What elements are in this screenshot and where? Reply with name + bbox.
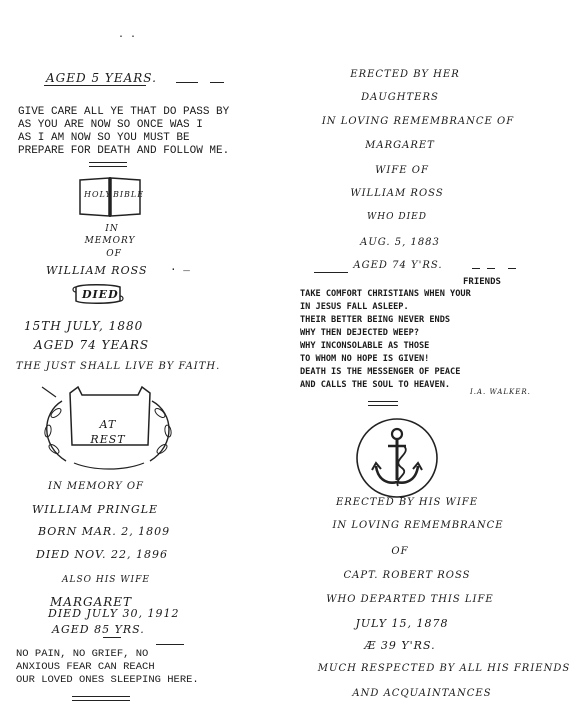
bible-bible-label: BIBLE	[113, 190, 145, 199]
verse-right-line-1: TAKE COMFORT CHRISTIANS WHEN YOUR	[300, 289, 471, 299]
died-date-2: DIED NOV. 22, 1896	[36, 548, 168, 561]
verse-right-line-8: AND CALLS THE SOUL TO HEAVEN.	[300, 380, 451, 390]
aged-dash-1	[176, 82, 198, 83]
verse-right-double-rule	[368, 401, 398, 406]
aged-five-years: AGED 5 YEARS.	[46, 71, 157, 85]
name1-dots: . _	[170, 262, 190, 274]
who-died: WHO DIED	[367, 212, 427, 222]
anchor-medallion	[354, 416, 440, 500]
daughters: DAUGHTERS	[361, 92, 439, 103]
author-signature: I.A. WALKER.	[470, 388, 531, 396]
verse-right-line-7: DEATH IS THE MESSENGER OF PEACE	[300, 367, 461, 377]
name-william-ross-2: WILLIAM ROSS	[350, 188, 444, 199]
in-loving-remembrance: IN LOVING REMEMBRANCE	[332, 520, 504, 531]
name-capt-robert-ross: CAPT. ROBERT ROSS	[343, 570, 471, 581]
who-departed: WHO DEPARTED THIS LIFE	[326, 594, 494, 605]
verse-right-line-3: THEIR BETTER BEING NEVER ENDS	[300, 315, 451, 325]
aged-85: AGED 85 YRS.	[52, 623, 145, 636]
verse2-bar	[156, 644, 184, 645]
aged-dash-2	[210, 82, 224, 83]
also-his-wife: ALSO HIS WIFE	[62, 575, 150, 585]
aged-85-underline	[103, 637, 121, 638]
aged-74-years: AGED 74 YEARS	[34, 338, 150, 352]
aged-74-left-rule	[314, 272, 348, 273]
verse1-line-3: AS I AM NOW SO YOU MUST BE	[18, 132, 190, 144]
erected-by-her: ERECTED BY HER	[350, 69, 460, 80]
much-respected: MUCH RESPECTED BY ALL HIS FRIENDS	[317, 663, 570, 674]
name-margaret-left: MARGARET	[50, 595, 133, 609]
aged-74-dash-3	[508, 268, 516, 269]
name-william-pringle: WILLIAM PRINGLE	[32, 503, 159, 516]
verse1-double-rule	[89, 162, 127, 167]
verse-right-line-6: TO WHOM NO HOPE IS GIVEN!	[300, 354, 430, 364]
bottom-double-rule-left	[72, 696, 130, 701]
in-memory-in: IN	[105, 224, 119, 234]
verse1-line-2: AS YOU ARE NOW SO ONCE WAS I	[18, 119, 203, 131]
in-memory-of: OF	[106, 249, 122, 259]
in-memory-memory: MEMORY	[84, 236, 136, 246]
verse-right-line-5: WHY INCONSOLABLE AS THOSE	[300, 341, 430, 351]
name-william-ross-1: WILLIAM ROSS	[46, 264, 148, 277]
verse-right-line-4: WHY THEN DEJECTED WEEP?	[300, 328, 419, 338]
verse1-line-4: PREPARE FOR DEATH AND FOLLOW ME.	[18, 145, 230, 157]
death-date-1: 15TH JULY, 1880	[24, 319, 144, 333]
in-loving-remembrance-of: IN LOVING REMEMBRANCE OF	[321, 116, 515, 127]
ae-39-yrs: Æ 39 Y'RS.	[364, 639, 436, 652]
died-date-3: DIED JULY 30, 1912	[48, 607, 180, 620]
wreath-rest: REST	[90, 433, 126, 446]
aged-74-yrs: AGED 74 Y'RS.	[353, 260, 443, 271]
aged-74-dash-1	[472, 268, 480, 269]
aged-underline	[44, 85, 146, 86]
died-label: DIED	[82, 288, 119, 301]
verse2-line-1: NO PAIN, NO GRIEF, NO	[16, 648, 149, 660]
bible-holy-label: HOLY	[84, 190, 112, 199]
verse-right-line-2: IN JESUS FALL ASLEEP.	[300, 302, 409, 312]
faith-line: THE JUST SHALL LIVE BY FAITH.	[16, 361, 221, 372]
verse2-line-2: ANXIOUS FEAR CAN REACH	[16, 661, 155, 673]
verse2-line-3: OUR LOVED ONES SLEEPING HERE.	[16, 674, 199, 686]
erected-by-his-wife: ERECTED BY HIS WIFE	[335, 497, 479, 508]
and-acquaintances: AND ACQUAINTANCES	[352, 688, 492, 699]
of-word: OF	[391, 546, 409, 557]
wreath-at: AT	[99, 418, 117, 431]
july-date: JULY 15, 1878	[355, 617, 449, 630]
aged-74-dash-2	[487, 268, 495, 269]
name-margaret-right: MARGARET	[365, 140, 435, 151]
friends-word: FRIENDS	[463, 277, 501, 287]
verse1-line-1: GIVE CARE ALL YE THAT DO PASS BY	[18, 106, 230, 118]
in-memory-of-2: IN MEMORY OF	[48, 481, 144, 492]
born-date: BORN MAR. 2, 1809	[38, 525, 171, 538]
wife-of: WIFE OF	[375, 165, 429, 176]
stray-marks: · ·	[118, 32, 137, 43]
aug-date: AUG. 5, 1883	[360, 237, 440, 248]
